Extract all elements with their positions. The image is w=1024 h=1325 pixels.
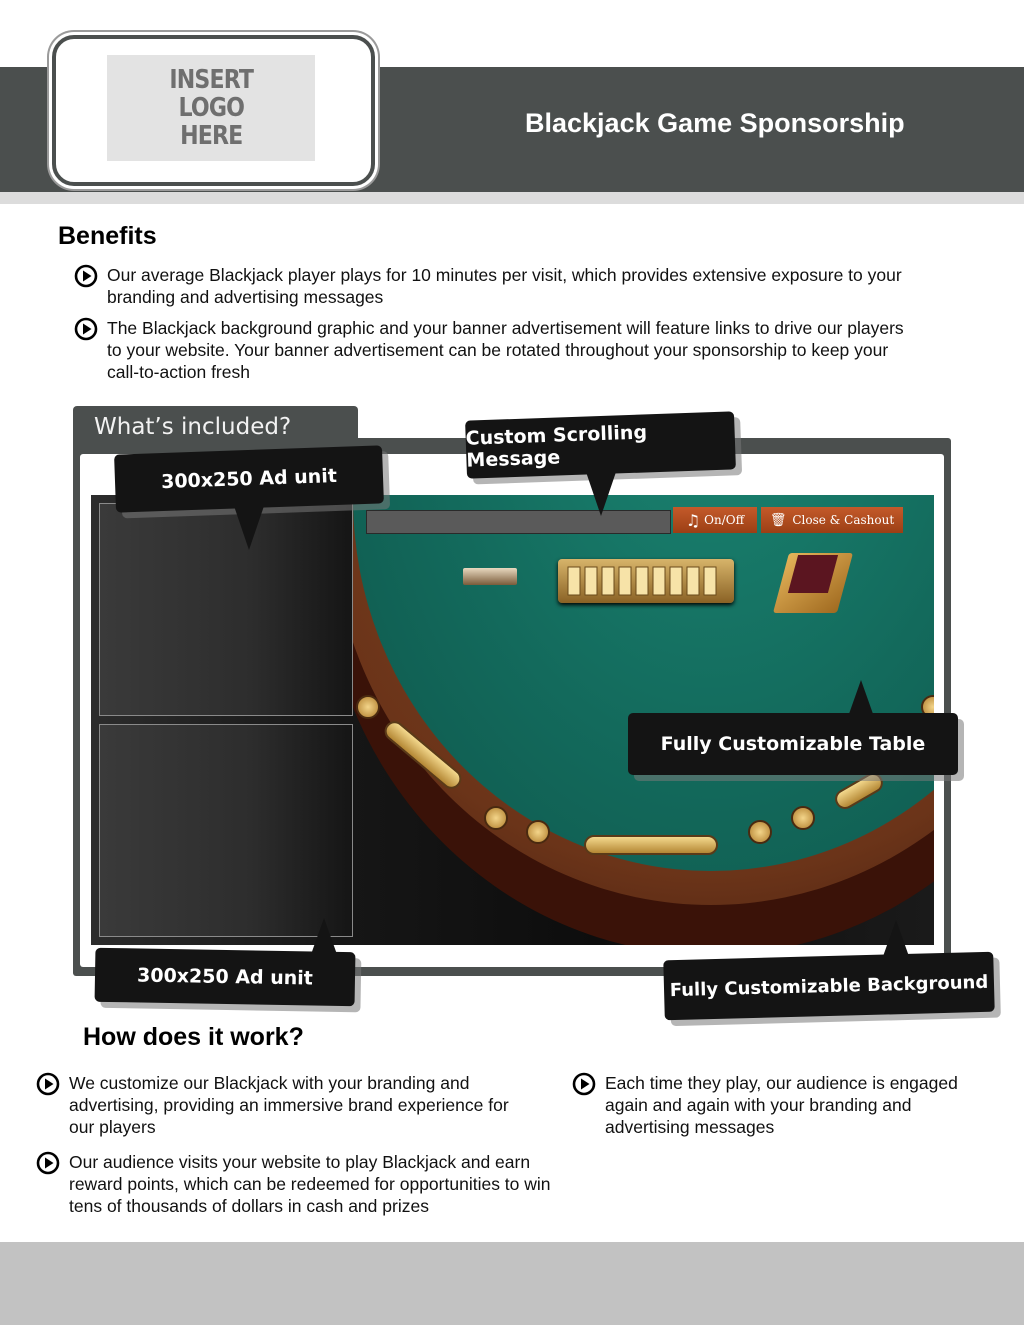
callout-customizable-table xyxy=(628,713,958,775)
chip-spot xyxy=(526,820,550,844)
benefit-item-2 xyxy=(74,317,904,383)
callout-scrolling-message xyxy=(465,411,736,478)
callout-pointer xyxy=(586,472,616,516)
header-underline xyxy=(0,192,1024,204)
callout-ad-unit-top-text: 300x250 Ad unit xyxy=(160,464,338,494)
how-text-1: We customize our Blackjack with your branding and advertising, providing an immersive brand experience for our players xyxy=(69,1073,509,1137)
music-note-icon: ♫ xyxy=(685,510,701,530)
callout-customizable-table-text: Fully Customizable Table xyxy=(660,733,926,755)
logo-line-1: INSERT xyxy=(169,65,253,95)
logo-line-2: LOGO xyxy=(178,93,244,123)
chip-spot xyxy=(356,695,380,719)
how-item-2 xyxy=(36,1151,581,1217)
close-cashout-label: Close & Cashout xyxy=(792,513,895,527)
play-circle-icon xyxy=(74,317,98,341)
close-cashout-button[interactable] xyxy=(761,507,903,533)
ad-unit-bottom[interactable] xyxy=(99,724,353,937)
trash-icon: 🗑 xyxy=(769,512,787,528)
sound-toggle-button[interactable] xyxy=(673,507,757,533)
benefits-heading: Benefits xyxy=(58,222,157,250)
callout-scrolling-message-text: Custom Scrolling Message xyxy=(465,421,648,472)
callout-customizable-background xyxy=(663,952,994,1021)
how-text-3: Each time they play, our audience is engaged again and again with your branding and advertising messages xyxy=(605,1073,958,1137)
callout-customizable-background-text: Fully Customizable Background xyxy=(669,971,989,1001)
how-text-2: Our audience visits your website to play Blackjack and earn reward points, which can be redeemed for opportunities to win tens of thousands of dollars in cash and prizes xyxy=(69,1152,551,1216)
callout-ad-unit-bottom xyxy=(95,948,356,1007)
scrolling-message-bar xyxy=(366,510,671,534)
chip-spot xyxy=(791,806,815,830)
page-title: Blackjack Game Sponsorship xyxy=(525,108,905,138)
sound-toggle-label: On/Off xyxy=(704,513,745,527)
chip-tray xyxy=(558,559,734,603)
ad-unit-top[interactable] xyxy=(99,503,353,716)
how-item-3 xyxy=(572,1072,992,1138)
play-circle-icon xyxy=(572,1072,596,1096)
callout-ad-unit-bottom-text: 300x250 Ad unit xyxy=(136,964,314,990)
play-circle-icon xyxy=(36,1151,60,1175)
benefit-text-2: The Blackjack background graphic and your banner advertisement will feature links to drive our players to your website. Your banner advertisement can be rotated throughout your sponsorship to keep your call-to-action fresh xyxy=(107,318,904,382)
chip-tray-slots xyxy=(558,559,734,603)
benefit-item-1 xyxy=(74,264,954,308)
chip-spot xyxy=(484,806,508,830)
logo-placeholder xyxy=(107,55,315,161)
callout-ad-unit-top xyxy=(114,445,384,512)
how-item-1 xyxy=(36,1072,536,1138)
footer-band xyxy=(0,1242,1024,1325)
play-circle-icon xyxy=(74,264,98,288)
logo-line-3: HERE xyxy=(179,121,243,151)
how-heading: How does it work? xyxy=(83,1023,304,1051)
benefit-text-1: Our average Blackjack player plays for 10 minutes per visit, which provides extensive exposure to your branding and advertising messages xyxy=(107,265,902,307)
player-spot-center xyxy=(584,835,718,855)
included-tab-label: What’s included? xyxy=(94,414,292,440)
play-circle-icon xyxy=(36,1072,60,1096)
logo-text xyxy=(169,66,253,150)
chip-spot xyxy=(748,820,772,844)
discard-tray xyxy=(463,568,517,585)
callout-pointer xyxy=(234,506,264,550)
